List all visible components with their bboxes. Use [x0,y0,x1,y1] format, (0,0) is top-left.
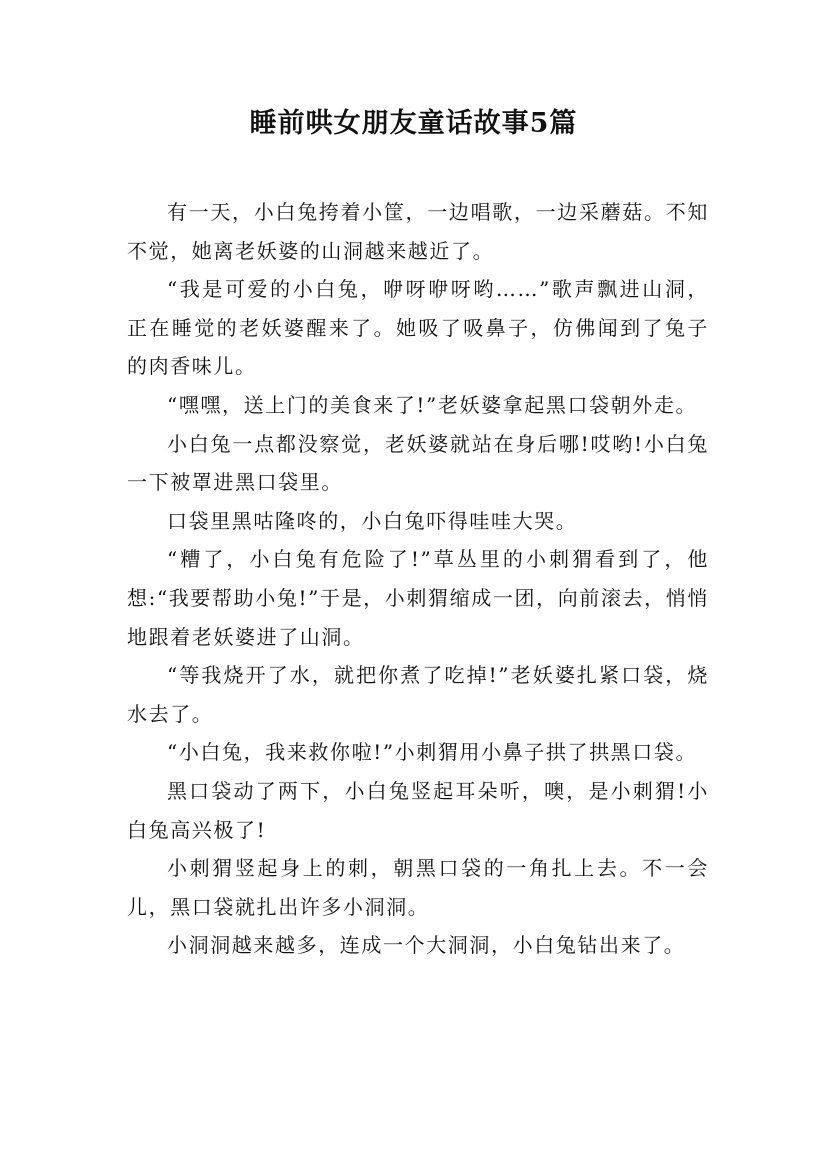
paragraph: 口袋里黑咕隆咚的，小白兔吓得哇哇大哭。 [167,508,578,533]
paragraph: 小刺猬竖起身上的刺，朝黑口袋的一角扎上去。不一会儿，黑口袋就扎出许多小洞洞。 [127,856,709,919]
paragraph: 小洞洞越来越多，连成一个大洞洞，小白兔钻出来了。 [167,933,686,958]
paragraph: 有一天，小白兔挎着小筐，一边唱歌，一边采蘑菇。不知不觉，她离老妖婆的山洞越来越近了。 [127,200,709,263]
document-body [127,193,709,965]
paragraph: “嘿嘿，送上门的美食来了!”老妖婆拿起黑口袋朝外走。 [167,392,698,417]
paragraph: “小白兔，我来救你啦!”小刺猬用小鼻子拱了拱黑口袋。 [167,740,698,765]
paragraph: “等我烧开了水，就把你煮了吃掉!”老妖婆扎紧口袋，烧水去了。 [127,663,709,726]
paragraph: 小白兔一点都没察觉，老妖婆就站在身后哪!哎哟!小白兔一下被罩进黑口袋里。 [127,431,709,495]
paragraph: 黑口袋动了两下，小白兔竖起耳朵听，噢，是小刺猬!小白兔高兴极了! [127,778,709,842]
document-title: 睡前哄女朋友童话故事5篇 [249,108,578,139]
paragraph: “我是可爱的小白兔，咿呀咿呀哟……”歌声飘进山洞，正在睡觉的老妖婆醒来了。她吸了吸鼻子，仿佛闻到了兔子的肉香味儿。 [127,277,709,379]
paragraph: “糟了，小白兔有危险了!”草丛里的小刺猬看到了，他想:“我要帮助小兔!”于是，小刺猬缩成一团，向前滚去，悄悄地跟着老妖婆进了山洞。 [127,547,709,649]
